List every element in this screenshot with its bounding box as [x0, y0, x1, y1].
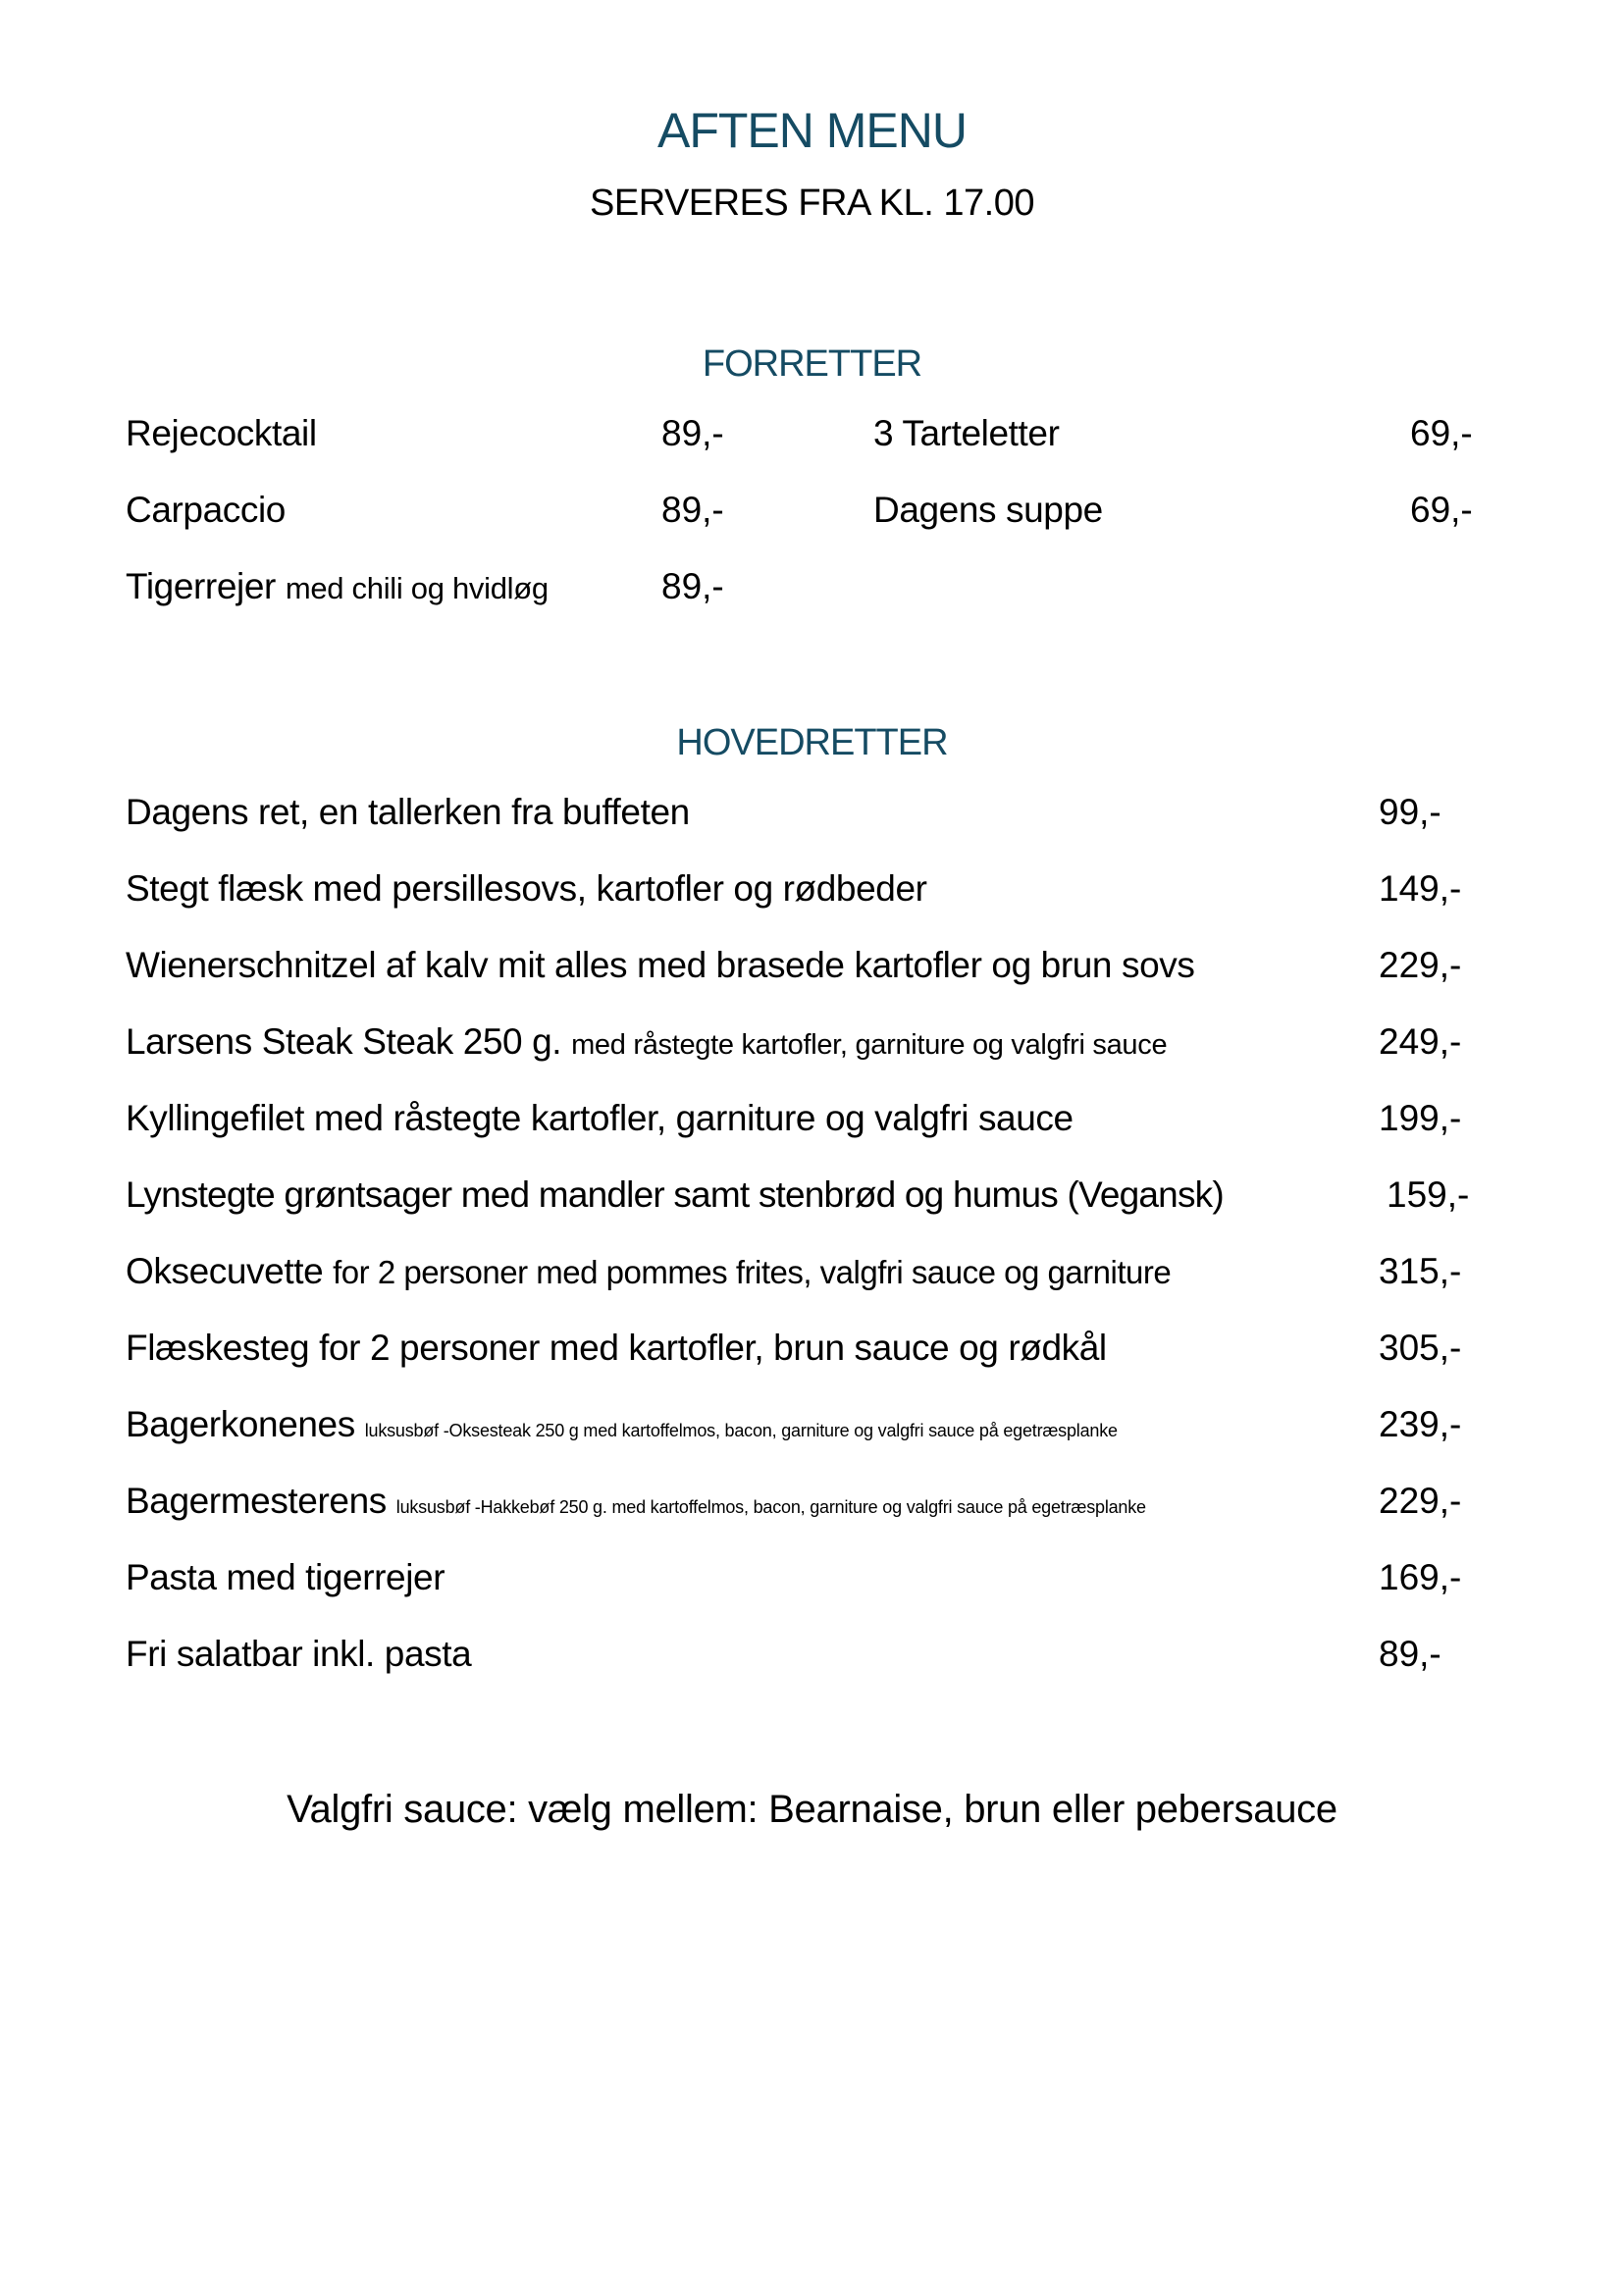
menu-item-name: Stegt flæsk med persillesovs, kartofler og rødbeder [126, 868, 927, 909]
menu-item-name: Bagermesterens [126, 1481, 387, 1521]
menu-item-price: 89,- [661, 490, 724, 530]
menu-item-name: Dagens suppe [873, 490, 1103, 530]
menu-item [126, 1403, 1118, 1452]
menu-item-price: 159,- [1387, 1174, 1470, 1215]
menu-item-price: 99,- [1379, 792, 1441, 832]
menu-item [126, 1480, 1146, 1529]
menu-item-description: for 2 personer med pommes frites, valgfri sauce og garniture [333, 1254, 1172, 1290]
menu-item-description: med råstegte kartofler, garniture og valgfri sauce [571, 1029, 1168, 1061]
menu-item-price: 239,- [1379, 1404, 1462, 1444]
menu-item-price: 315,- [1379, 1251, 1462, 1291]
menu-item-name: Bagerkonenes [126, 1404, 355, 1444]
menu-item [126, 1020, 1167, 1067]
menu-item [126, 565, 549, 610]
menu-item-name: Pasta med tigerrejer [126, 1557, 445, 1597]
serving-time: SERVERES FRA KL. 17.00 [590, 183, 1034, 224]
menu-item-name: Oksecuvette [126, 1251, 324, 1291]
menu-item-price: 305,- [1379, 1328, 1462, 1368]
menu-item-name: Flæskesteg for 2 personer med kartofler, brun sauce og rødkål [126, 1328, 1107, 1368]
menu-item-description: luksusbøf -Hakkebøf 250 g. med kartoffelmos, bacon, garniture og valgfri sauce på egetræsplanke [395, 1497, 1146, 1517]
menu-item-description: luksusbøf -Oksesteak 250 g med kartoffelmos, bacon, garniture og valgfri sauce på egetræsplanke [364, 1421, 1118, 1440]
menu-item-price: 89,- [661, 566, 724, 606]
menu-item-price: 229,- [1379, 1481, 1462, 1521]
menu-item-price: 149,- [1379, 868, 1462, 909]
menu-item-name: Dagens ret, en tallerken fra buffeten [126, 792, 690, 832]
menu-item-price: 89,- [661, 413, 724, 453]
menu-item-name: Larsens Steak Steak 250 g. [126, 1021, 562, 1062]
menu-item-name: Wienerschnitzel af kalv mit alles med brasede kartofler og brun sovs [126, 945, 1195, 985]
menu-item-name: Rejecocktail [126, 413, 317, 453]
menu-item-description: med chili og hvidløg [285, 571, 549, 605]
menu-item [126, 1250, 1171, 1294]
menu-item-price: 69,- [1410, 413, 1473, 453]
menu-item-price: 199,- [1379, 1098, 1462, 1138]
sauce-note: Valgfri sauce: vælg mellem: Bearnaise, brun eller pebersauce [287, 1788, 1337, 1831]
menu-item-name: Kyllingefilet med råstegte kartofler, garniture og valgfri sauce [126, 1098, 1074, 1138]
section-heading-forretter: FORRETTER [702, 343, 922, 385]
menu-item-name: Lynstegte grøntsager med mandler samt stenbrød og humus (Vegansk) [126, 1174, 1224, 1215]
section-heading-hovedretter: HOVEDRETTER [676, 722, 948, 763]
menu-item-price: 89,- [1379, 1634, 1441, 1674]
menu-item-price: 229,- [1379, 945, 1462, 985]
menu-item-name: Tigerrejer [126, 566, 276, 606]
page-title: AFTEN MENU [657, 103, 967, 158]
menu-item-price: 249,- [1379, 1021, 1462, 1062]
menu-item-name: Carpaccio [126, 490, 286, 530]
menu-item-name: Fri salatbar inkl. pasta [126, 1634, 472, 1674]
menu-item-price: 169,- [1379, 1557, 1462, 1597]
menu-item-price: 69,- [1410, 490, 1473, 530]
menu-item-name: 3 Tarteletter [873, 413, 1060, 453]
